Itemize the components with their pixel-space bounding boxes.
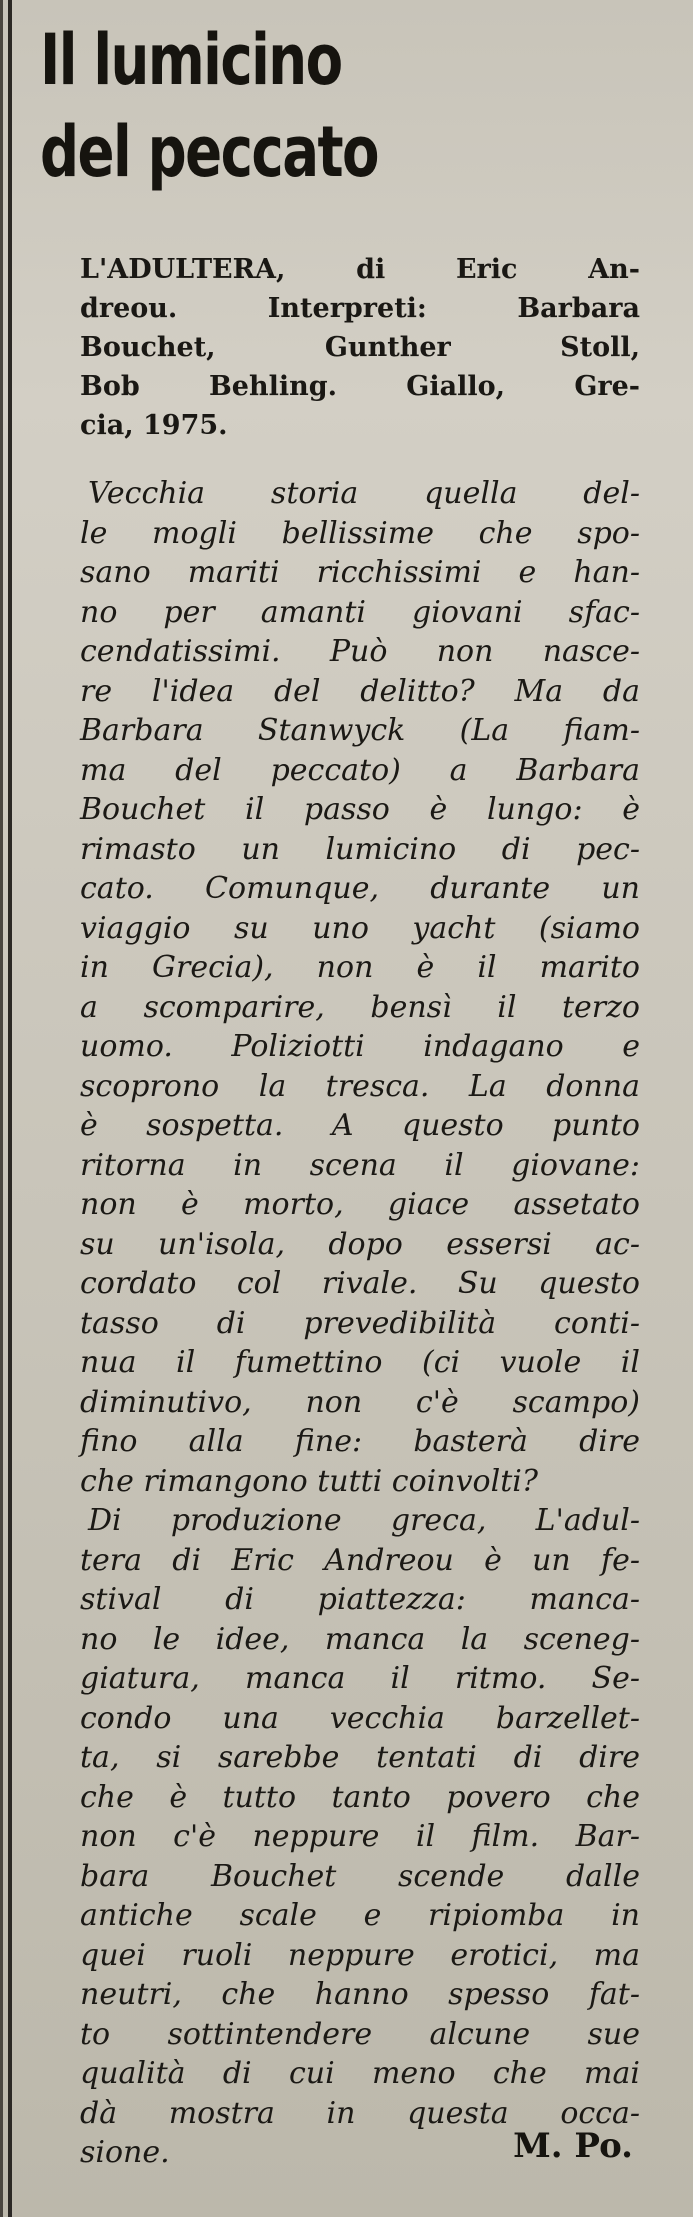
- body-line: le mogli bellissime che spo-: [80, 515, 640, 551]
- body-line: dà mostra in questa occa-: [80, 2095, 640, 2131]
- body-line: neutri, che hanno spesso fat-: [80, 1977, 640, 2012]
- credits-line: L'ADULTERA, di Eric An-: [80, 254, 640, 285]
- body-line: cordato col rivale. Su questo: [80, 1266, 640, 1301]
- body-line: in Grecia), non è il marito: [80, 950, 640, 985]
- body-line: ta, si sarebbe tentati di dire: [80, 1740, 640, 1775]
- body-line: a scomparire, bensì il terzo: [80, 989, 640, 1025]
- credits-line: Bouchet, Gunther Stoll,: [80, 332, 640, 363]
- article-body: [80, 474, 640, 2173]
- film-credits: [80, 250, 640, 445]
- body-line: sano mariti ricchissimi e han-: [80, 555, 640, 590]
- body-line: che è tutto tanto povero che: [80, 1779, 640, 1815]
- body-line: viaggio su uno yacht (siamo: [80, 910, 640, 946]
- body-line: rimasto un lumicino di pec-: [80, 831, 640, 867]
- body-line: tera di Eric Andreou è un fe-: [80, 1542, 640, 1578]
- body-line: è sospetta. A questo punto: [80, 1108, 640, 1143]
- body-line: ma del peccato) a Barbara: [80, 752, 640, 788]
- body-line: diminutivo, non c'è scampo): [80, 1384, 640, 1420]
- body-line: giatura, manca il ritmo. Se-: [80, 1661, 640, 1696]
- body-line: re l'idea del delitto? Ma da: [80, 673, 640, 709]
- body-line: qualità di cui meno che mai: [80, 2056, 640, 2091]
- body-line: nua il fumettino (ci vuole il: [80, 1345, 640, 1380]
- body-line: tasso di prevedibilità conti-: [80, 1305, 640, 1341]
- credits-line: Bob Behling. Giallo, Gre-: [80, 371, 640, 402]
- body-line: antiche scale e ripiomba in: [80, 1898, 640, 1933]
- column-rule: [8, 0, 12, 2217]
- column-edge: [0, 0, 3, 2217]
- body-line: Bouchet il passo è lungo: è: [80, 792, 640, 827]
- body-line: Barbara Stanwyck (La fiam-: [80, 713, 640, 748]
- headline-line: del peccato: [40, 111, 378, 193]
- body-line: cendatissimi. Può non nasce-: [80, 634, 640, 669]
- article-headline: [40, 14, 378, 198]
- body-line: su un'isola, dopo essersi ac-: [80, 1226, 640, 1262]
- body-line: to sottintendere alcune sue: [80, 2016, 640, 2052]
- body-line: bara Bouchet scende dalle: [80, 1858, 640, 1894]
- body-line: Vecchia storia quella del-: [88, 476, 640, 511]
- body-line: ritorna in scena il giovane:: [80, 1147, 640, 1183]
- body-line: sione.: [80, 2135, 170, 2170]
- body-line: stival di piattezza: manca-: [80, 1582, 640, 1617]
- body-line: che rimangono tutti coinvolti?: [80, 1463, 538, 1499]
- body-line: uomo. Poliziotti indagano e: [80, 1029, 640, 1064]
- body-line: no per amanti giovani sfac-: [80, 594, 640, 630]
- body-line: Di produzione greca, L'adul-: [88, 1503, 640, 1538]
- body-line: cato. Comunque, durante un: [80, 871, 640, 906]
- body-line: no le idee, manca la sceneg-: [80, 1621, 640, 1657]
- body-line: quei ruoli neppure erotici, ma: [80, 1937, 640, 1973]
- body-line: non c'è neppure il film. Bar-: [80, 1819, 640, 1854]
- credits-line: cia, 1975.: [80, 410, 228, 441]
- author-signature: M. Po.: [513, 2126, 633, 2166]
- credits-line: dreou. Interpreti: Barbara: [80, 293, 640, 324]
- body-line: fino alla fine: basterà dire: [80, 1424, 640, 1459]
- body-line: non è morto, giace assetato: [80, 1187, 640, 1222]
- body-line: condo una vecchia barzellet-: [80, 1700, 640, 1736]
- headline-line: Il lumicino: [40, 19, 342, 101]
- body-line: scoprono la tresca. La donna: [80, 1068, 640, 1104]
